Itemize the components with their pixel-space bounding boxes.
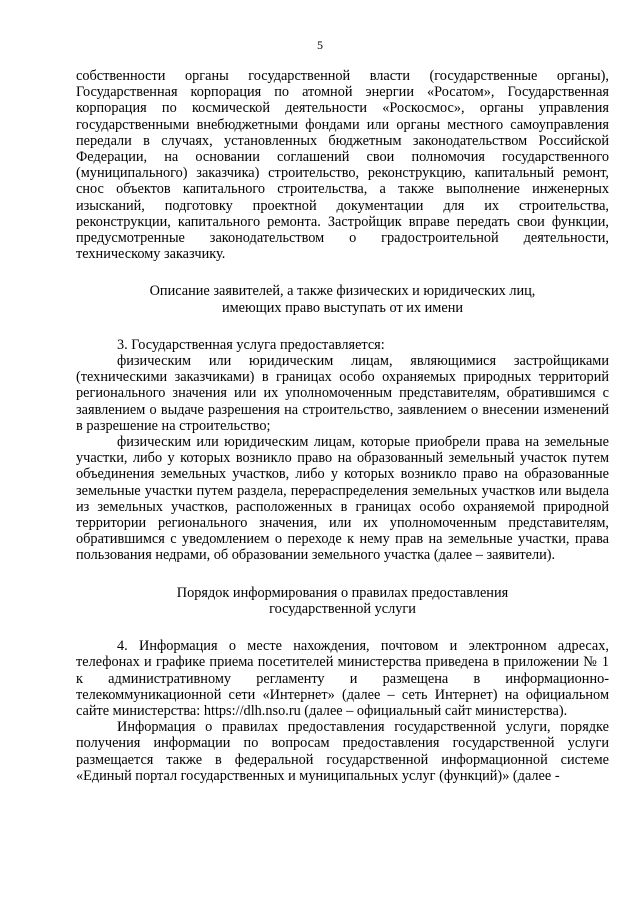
section-heading-line: Описание заявителей, а также физических и юридических лиц, xyxy=(149,283,536,300)
paragraph-land-rights: физическим или юридическим лицам, которые приобрели права на земельные участки, либо у которых возникло право на образованный земельный участок путем объединения земельных участков, либо у которых возникло право на образованные земельные участки путем раздела, перераспределения земельных участков или выдела из земельных участков, расположенных в границах особо охраняемой природной территории регионального значения, или их уполномоченным представителям, обратившимся с уведомлением о переходе к нему прав на земельные участки, права пользования недрами, об образовании земельного участка (далее – заявители). xyxy=(76,434,609,564)
section-heading-line: Порядок информирования о правилах предоставления xyxy=(176,584,509,601)
paragraph-developers: физическим или юридическим лицам, являющимися застройщиками (техническими заказчиками) в границах особо охраняемых природных территорий регионального значения или их уполномоченным представителям, обратившимся с заявлением о выдаче разрешения на строительство, заявлением о внесении изменений в разрешение на строительство; xyxy=(76,353,609,434)
document-body xyxy=(76,68,609,784)
paragraph-continuation: собственности органы государственной власти (государственные органы), Государственная корпорация по атомной энергии «Росатом», Государственная корпорация по космической деятельности «Роскосмос», органы управления государственными внебюджетными фондами или органы местного самоуправления передали в случаях, установленных бюджетным законодательством Российской Федерации, на основании соглашений свои полномочия государственного (муниципального) заказчика) строительство, реконструкцию, капитальный ремонт, снос объектов капитального строительства, а также выполнение инженерных изысканий, подготовку проектной документации для их строительства, реконструкции, капитального ремонта. Застройщик вправе передать свои функции, предусмотренные законодательством о градостроительной деятельности, техническому заказчику. xyxy=(76,68,609,263)
section-heading-line: имеющих право выступать от их имени xyxy=(221,299,463,316)
section-heading-information xyxy=(76,585,609,617)
section-heading-applicants xyxy=(76,283,609,315)
paragraph-portal-info: Информация о правилах предоставления государственной услуги, порядке получения информации по вопросам предоставления государственной услуги размещается также в федеральной государственной информационной системе «Единый портал государственных и муниципальных услуг (функций)» (далее - xyxy=(76,719,609,784)
paragraph-item-4: 4. Информация о месте нахождения, почтовом и электронном адресах, телефонах и графике приема посетителей министерства приведена в приложении № 1 к административному регламенту и размещена в информационно-телекоммуникационной сети «Интернет» (далее – сеть Интернет) на официальном сайте министерства: https://dlh.nso.ru (далее – официальный сайт министерства). xyxy=(76,638,609,719)
page-number: 5 xyxy=(317,38,323,52)
paragraph-item-3: 3. Государственная услуга предоставляется: xyxy=(117,336,385,353)
section-heading-line: государственной услуги xyxy=(269,600,416,617)
